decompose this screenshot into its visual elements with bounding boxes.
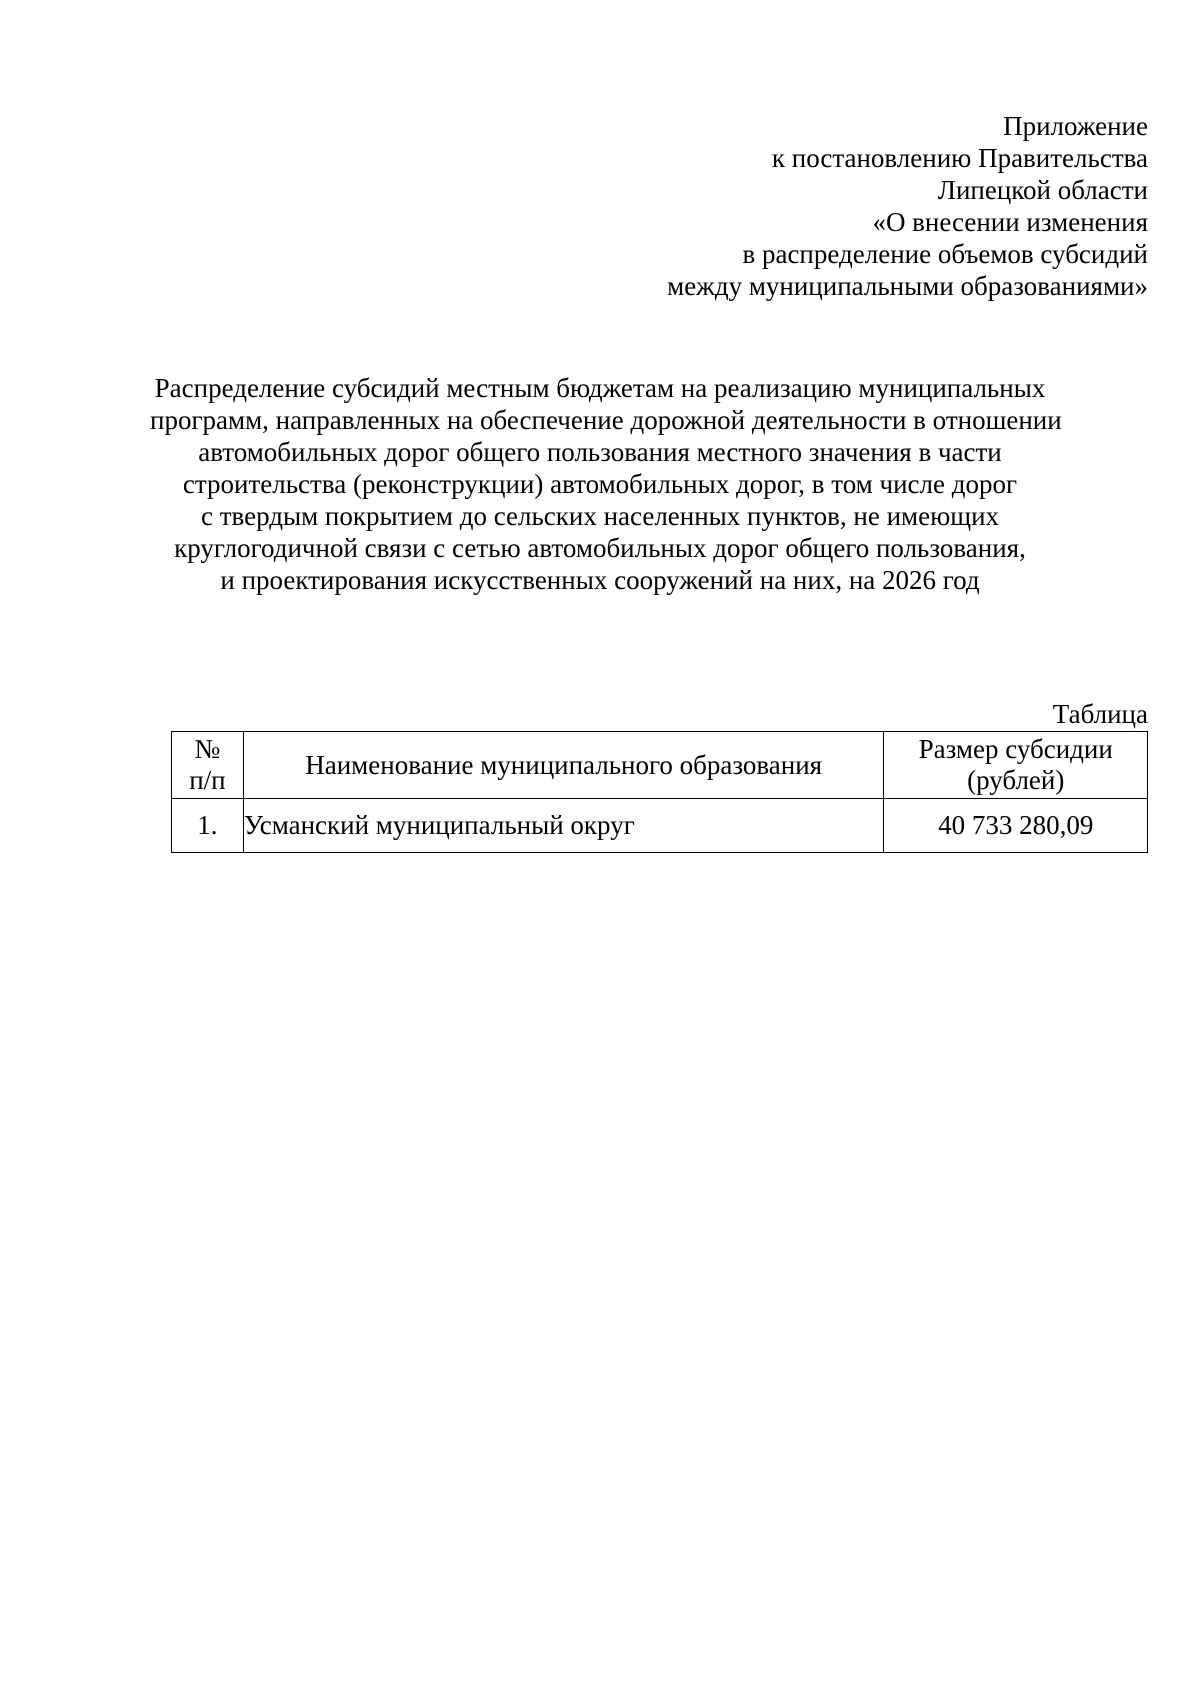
title-line: программ, направленных на обеспечение дорожной деятельности в отношении — [150, 405, 1062, 435]
appendix-line: Липецкой области — [937, 175, 1148, 205]
row-number: 1. — [172, 799, 244, 853]
row-municipality: Усманский муниципальный округ — [243, 799, 884, 853]
row-amount: 40 733 280,09 — [884, 799, 1148, 853]
title-line: и проектирования искусственных сооружений на них, на 2026 год — [220, 565, 980, 595]
appendix-block — [548, 110, 1148, 302]
document-title — [150, 372, 1062, 596]
header-number-line: п/п — [189, 765, 226, 795]
appendix-line: в распределение объемов субсидий — [742, 239, 1148, 269]
header-amount-line: (рублей) — [967, 765, 1065, 795]
header-name: Наименование муниципального образования — [243, 732, 884, 799]
header-number — [172, 732, 244, 799]
header-amount-line: Размер субсидии — [918, 734, 1113, 764]
title-line: круглогодичной связи с сетью автомобильных дорог общего пользования, — [174, 533, 1026, 563]
appendix-line: «О внесении изменения — [872, 207, 1148, 237]
title-line: с твердым покрытием до сельских населенных пунктов, не имеющих — [200, 501, 1000, 531]
table-caption: Таблица — [1052, 699, 1148, 729]
table-row — [172, 799, 1148, 853]
header-number-line: № — [194, 734, 221, 764]
title-line: строительства (реконструкции) автомобильных дорог, в том числе дорог — [182, 469, 1018, 499]
appendix-line: между муниципальными образованиями» — [667, 271, 1148, 301]
appendix-line: к постановлению Правительства — [771, 143, 1148, 173]
title-line: Распределение субсидий местным бюджетам на реализацию муниципальных — [154, 373, 1046, 403]
table-header-row — [172, 732, 1148, 799]
subsidy-table — [171, 731, 1148, 853]
title-line: автомобильных дорог общего пользования местного значения в части — [198, 437, 1002, 467]
appendix-line: Приложение — [1003, 111, 1148, 141]
header-amount — [884, 732, 1148, 799]
